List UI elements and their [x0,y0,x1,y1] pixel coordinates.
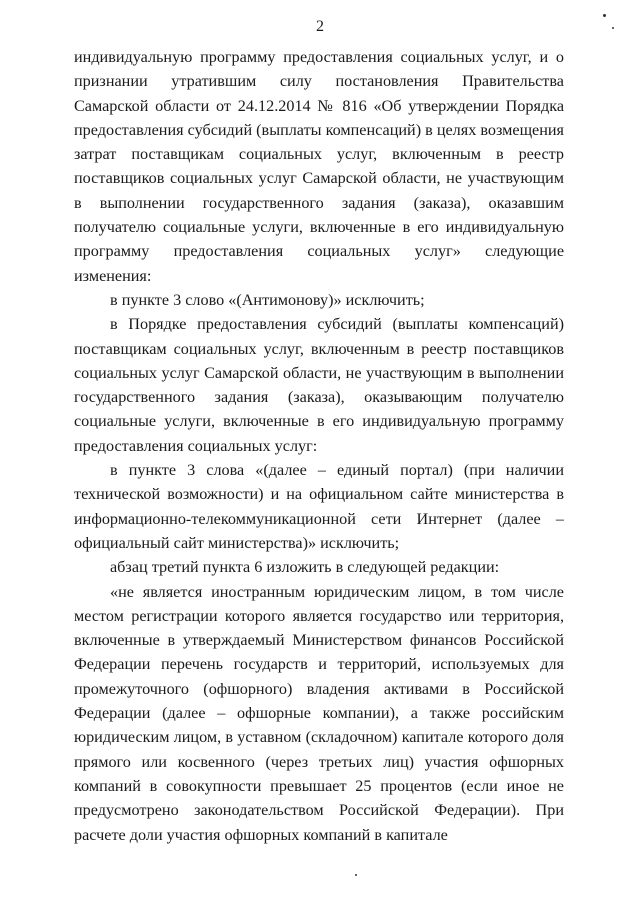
scan-speck [603,14,606,17]
paragraph-order-intro: в Порядке предоставления субсидий (выплаты компенсаций) поставщикам социальных услуг, включенным в реестр поставщиков социальных услуг Самарской области, не участвующим в выполнении государственного задания (заказа), оказывающим получателю социальные услуги, включенные в его индивидуальную программу предоставления социальных услуг: [74,315,564,455]
paragraph-item-2: в пункте 3 слова «(далее – единый портал) (при наличии технической возможности) и на официальном сайте министерства в информационно-телекоммуникационной сети Интернет (далее – официальный сайт министерства)» исключить; [74,461,564,552]
document-body [74,45,564,847]
paragraph-item-3: абзац третий пункта 6 изложить в следующей редакции: [110,558,500,577]
scan-speck [612,27,614,29]
paragraph-quoted-text: «не является иностранным юридическим лицом, в том числе местом регистрации которого является государство или территория, включенные в утверждаемый Министерством финансов Российской Федерации перечень государств и территорий, используемых для промежуточного (офшорного) владения активами в Российской Федерации (далее – офшорные компании), а также российским юридическим лицом, в уставном (складочном) капитале которого доля прямого или косвенного (через третьих лиц) участия офшорных компаний в совокупности превышает 25 процентов (если иное не предусмотрено законодательством Российской Федерации). При расчете доли участия офшорных компаний в капитале [74,582,564,844]
scan-speck [355,874,357,876]
paragraph-item-1: в пункте 3 слово «(Антимонову)» исключить; [110,290,425,309]
paragraph-continuation: индивидуальную программу предоставления социальных услуг, и о признании утратившим силу постановления Правительства Самарской области от 24.12.2014 № 816 «Об утверждении Порядка предоставления субсидий (выплаты компенсаций) в целях возмещения затрат поставщикам социальных услуг, включенным в реестр поставщиков социальных услуг Самарской области, не участвующим в выполнении государственного задания (заказа), оказавшим получателю социальные услуги, включенные в его индивидуальную программу предоставления социальных услуг» следующие изменения: [74,48,564,285]
page-number: 2 [316,18,324,35]
